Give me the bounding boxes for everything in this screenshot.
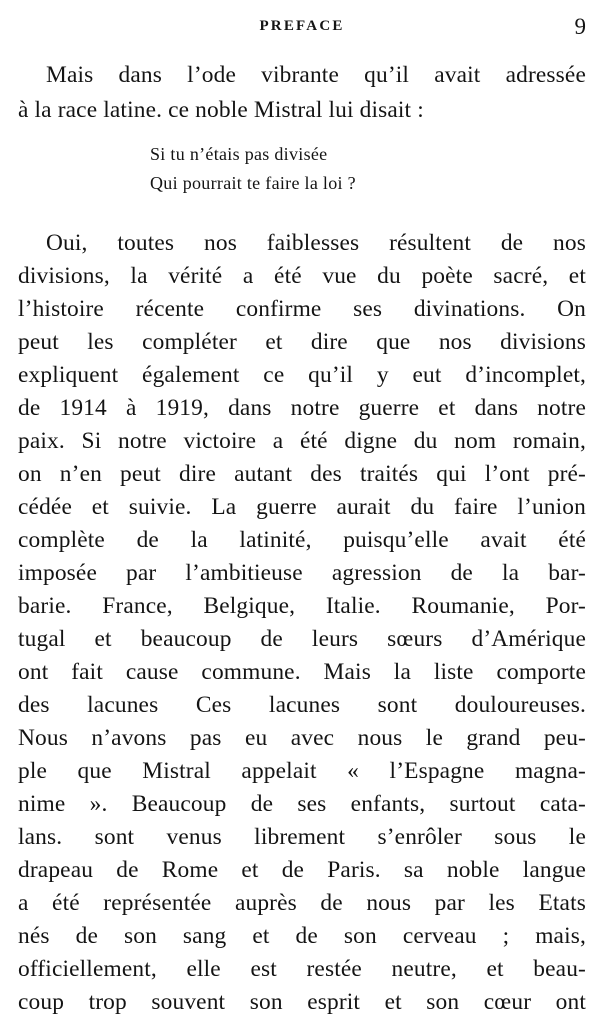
paragraph-line: on n’en peut dire autant des traités qui l’ont pré-: [18, 461, 586, 487]
paragraph-line: Mais dans l’ode vibrante qu’il avait adressée: [46, 62, 586, 88]
paragraph-line: tugal et beaucoup de leurs sœurs d’Amérique: [18, 626, 586, 652]
paragraph-line: Oui, toutes nos faiblesses résultent de nos: [46, 230, 586, 256]
paragraph-line: lans. sont venus librement s’enrôler sous le: [18, 824, 586, 850]
paragraph-line: paix. Si notre victoire a été digne du nom romain,: [18, 428, 586, 454]
paragraph-line: complète de la latinité, puisqu’elle avait été: [18, 527, 586, 553]
paragraph-line: à la race latine. ce noble Mistral lui disait :: [18, 97, 424, 123]
paragraph-line: imposée par l’ambitieuse agression de la bar-: [18, 560, 586, 586]
paragraph-line: coup trop souvent son esprit et son cœur ont: [18, 989, 586, 1015]
paragraph-line: de 1914 à 1919, dans notre guerre et dans notre: [18, 395, 586, 421]
paragraph-line: barie. France, Belgique, Italie. Roumanie, Por-: [18, 593, 586, 619]
page-number: 9: [574, 14, 586, 39]
paragraph-line: nime ». Beaucoup de ses enfants, surtout cata-: [18, 791, 586, 817]
verse-line: Si tu n’étais pas divisée: [150, 144, 328, 164]
paragraph-line: officiellement, elle est restée neutre, et beau-: [18, 956, 586, 982]
verse-line: Qui pourrait te faire la loi ?: [150, 173, 356, 193]
paragraph-line: l’histoire récente confirme ses divinations. On: [18, 296, 586, 322]
paragraph-line: des lacunes Ces lacunes sont douloureuses.: [18, 692, 586, 718]
paragraph-line: expliquent également ce qu’il y eut d’incomplet,: [18, 362, 586, 388]
paragraph-line: a été représentée auprès de nous par les Etats: [18, 890, 586, 916]
paragraph-line: drapeau de Rome et de Paris. sa noble langue: [18, 857, 586, 883]
paragraph-line: peut les compléter et dire que nos divisions: [18, 329, 586, 355]
paragraph-line: Nous n’avons pas eu avec nous le grand peu-: [18, 725, 586, 751]
paragraph-line: cédée et suivie. La guerre aurait du faire l’union: [18, 494, 586, 520]
paragraph-line: nés de son sang et de son cerveau ; mais,: [18, 923, 586, 949]
paragraph-line: ple que Mistral appelait « l’Espagne magna-: [18, 758, 586, 784]
page-header: [0, 14, 604, 40]
paragraph-line: divisions, la vérité a été vue du poète sacré, et: [18, 263, 586, 289]
running-title: PREFACE: [259, 18, 345, 34]
paragraph-line: ont fait cause commune. Mais la liste comporte: [18, 659, 586, 685]
